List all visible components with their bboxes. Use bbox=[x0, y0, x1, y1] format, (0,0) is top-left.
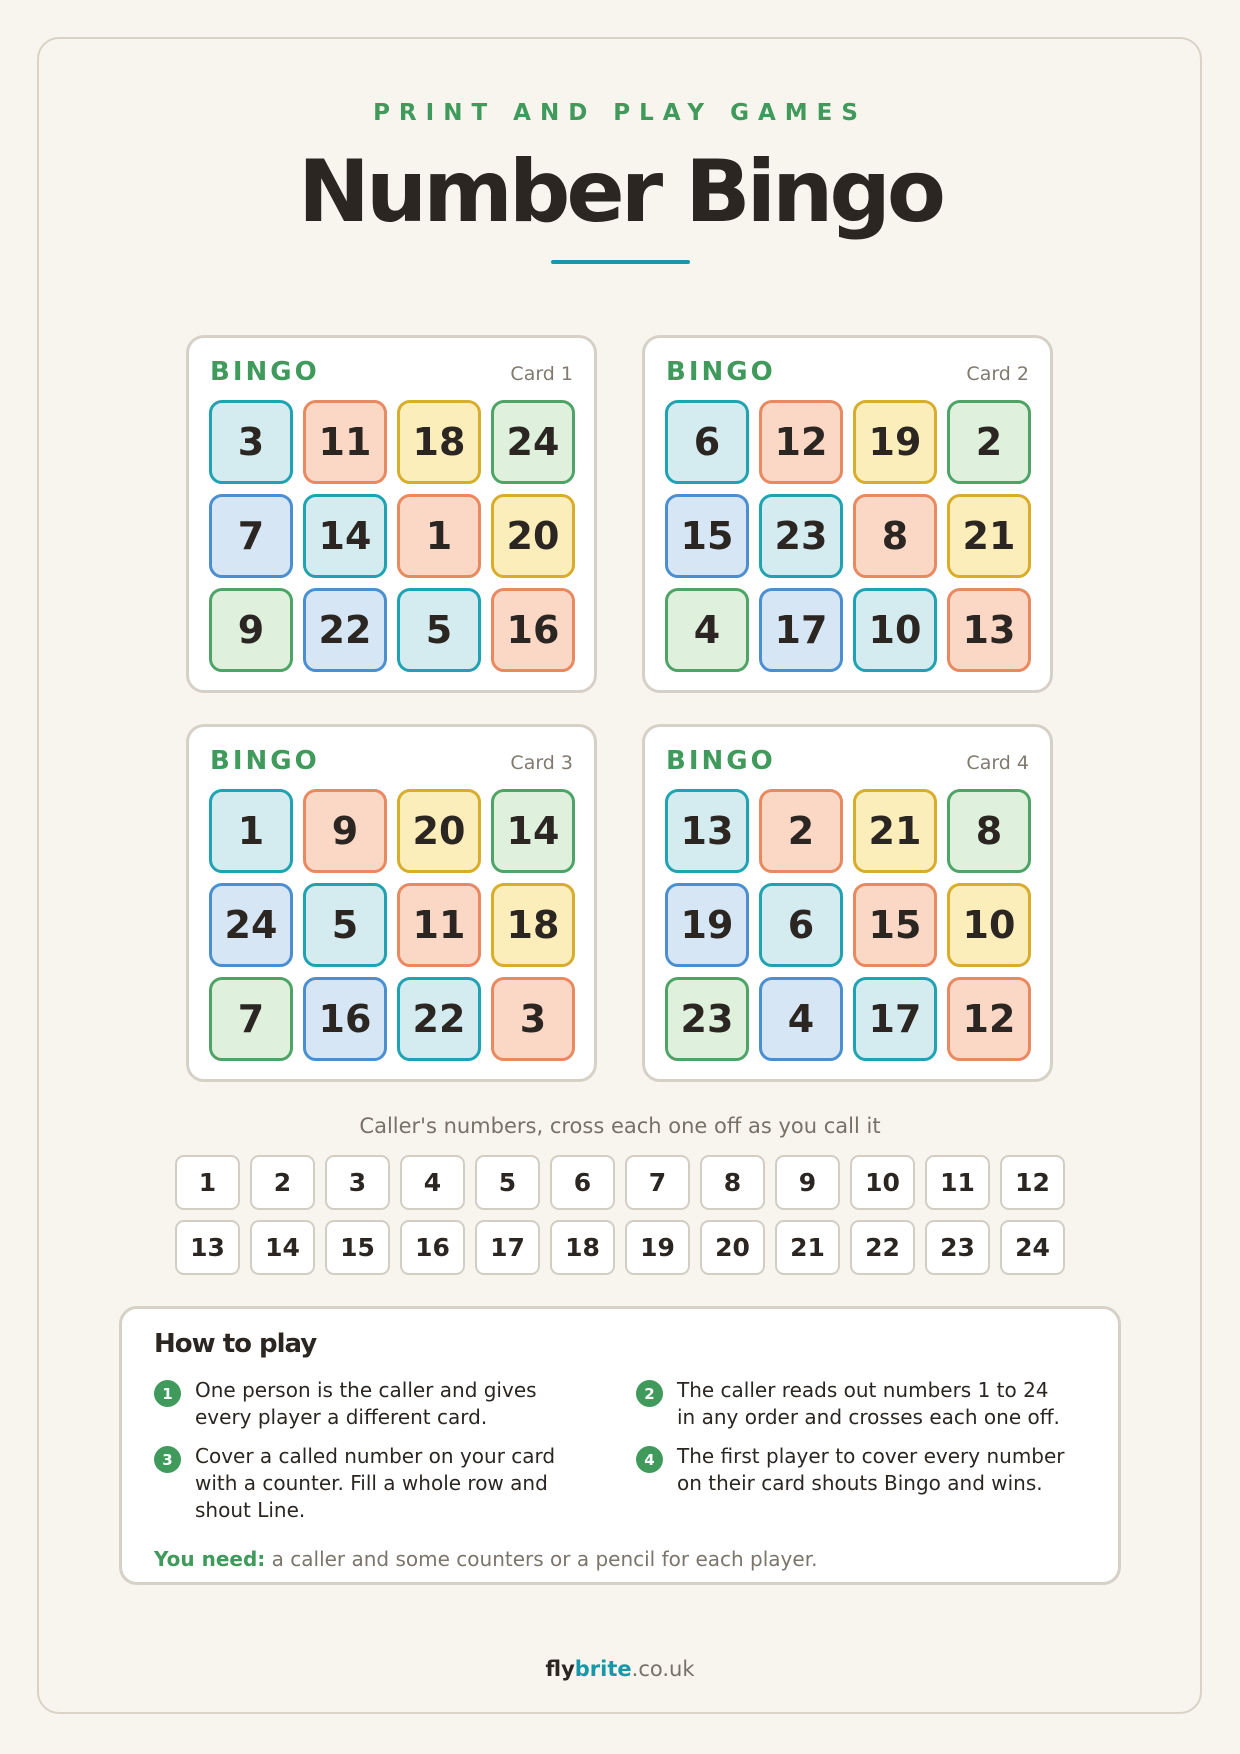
card-label: Card 1 bbox=[510, 363, 573, 385]
step-text: Cover a called number on your card with a counter. Fill a whole row and shout Line. bbox=[195, 1444, 556, 1522]
caller-number[interactable]: 13 bbox=[175, 1220, 240, 1275]
bingo-cell[interactable]: 9 bbox=[209, 588, 293, 672]
bingo-cell[interactable]: 9 bbox=[303, 789, 387, 873]
caller-number[interactable]: 8 bbox=[700, 1155, 765, 1210]
bingo-cell[interactable]: 19 bbox=[665, 883, 749, 967]
bingo-card-1 bbox=[186, 335, 597, 693]
bingo-cell[interactable]: 16 bbox=[491, 588, 575, 672]
bingo-cell[interactable]: 18 bbox=[491, 883, 575, 967]
bingo-cell[interactable]: 21 bbox=[853, 789, 937, 873]
bingo-cell[interactable]: 21 bbox=[947, 494, 1031, 578]
logo-part-fly: fly bbox=[545, 1657, 575, 1681]
card-brand: BINGO bbox=[666, 746, 776, 776]
bingo-cell[interactable]: 10 bbox=[947, 883, 1031, 967]
you-need-label: You need: bbox=[154, 1547, 266, 1571]
bingo-cell[interactable]: 13 bbox=[947, 588, 1031, 672]
bingo-cell[interactable]: 4 bbox=[665, 588, 749, 672]
caller-number[interactable]: 2 bbox=[250, 1155, 315, 1210]
bingo-cell[interactable]: 11 bbox=[397, 883, 481, 967]
caller-number[interactable]: 3 bbox=[325, 1155, 390, 1210]
logo-part-brite: brite bbox=[574, 1657, 632, 1681]
bingo-cell[interactable]: 7 bbox=[209, 494, 293, 578]
caller-number[interactable]: 6 bbox=[550, 1155, 615, 1210]
bingo-cell[interactable]: 23 bbox=[665, 977, 749, 1061]
bingo-cell[interactable]: 13 bbox=[665, 789, 749, 873]
bingo-cell[interactable]: 15 bbox=[853, 883, 937, 967]
bingo-card-3 bbox=[186, 724, 597, 1082]
you-need-text: a caller and some counters or a pencil for each player. bbox=[271, 1547, 818, 1571]
bingo-cell[interactable]: 20 bbox=[397, 789, 481, 873]
caller-number[interactable]: 17 bbox=[475, 1220, 540, 1275]
bingo-cell[interactable]: 18 bbox=[397, 400, 481, 484]
bingo-cell[interactable]: 16 bbox=[303, 977, 387, 1061]
step-number-badge: 4 bbox=[636, 1446, 663, 1473]
bingo-cell[interactable]: 11 bbox=[303, 400, 387, 484]
bingo-cell[interactable]: 22 bbox=[303, 588, 387, 672]
caller-number[interactable]: 20 bbox=[700, 1220, 765, 1275]
bingo-cell[interactable]: 19 bbox=[853, 400, 937, 484]
bingo-cell[interactable]: 14 bbox=[491, 789, 575, 873]
bingo-cell[interactable]: 5 bbox=[303, 883, 387, 967]
bingo-cell[interactable]: 3 bbox=[209, 400, 293, 484]
card-grid bbox=[665, 789, 1031, 1061]
bingo-cell[interactable]: 23 bbox=[759, 494, 843, 578]
caller-number[interactable]: 19 bbox=[625, 1220, 690, 1275]
caller-label: Caller's numbers, cross each one off as you call it bbox=[359, 1114, 881, 1138]
step-number-badge: 1 bbox=[154, 1380, 181, 1407]
caller-number[interactable]: 1 bbox=[175, 1155, 240, 1210]
step-text: The caller reads out numbers 1 to 24 in any order and crosses each one off. bbox=[677, 1378, 1060, 1429]
caller-number[interactable]: 18 bbox=[550, 1220, 615, 1275]
how-to-play-panel bbox=[119, 1306, 1121, 1585]
bingo-cell[interactable]: 17 bbox=[759, 588, 843, 672]
caller-number[interactable]: 23 bbox=[925, 1220, 990, 1275]
bingo-cell[interactable]: 3 bbox=[491, 977, 575, 1061]
caller-number[interactable]: 10 bbox=[850, 1155, 915, 1210]
page-kicker: PRINT AND PLAY GAMES bbox=[373, 100, 867, 126]
bingo-cell[interactable]: 1 bbox=[209, 789, 293, 873]
card-brand: BINGO bbox=[210, 357, 320, 387]
caller-number[interactable]: 4 bbox=[400, 1155, 465, 1210]
site-logo[interactable] bbox=[0, 1657, 1240, 1681]
caller-number[interactable]: 16 bbox=[400, 1220, 465, 1275]
bingo-cell[interactable]: 8 bbox=[853, 494, 937, 578]
bingo-cell[interactable]: 6 bbox=[665, 400, 749, 484]
bingo-cell[interactable]: 24 bbox=[209, 883, 293, 967]
card-label: Card 2 bbox=[966, 363, 1029, 385]
step-text: The first player to cover every number on their card shouts Bingo and wins. bbox=[677, 1444, 1065, 1495]
bingo-cell[interactable]: 17 bbox=[853, 977, 937, 1061]
caller-number[interactable]: 5 bbox=[475, 1155, 540, 1210]
card-grid bbox=[209, 789, 575, 1061]
card-grid bbox=[665, 400, 1031, 672]
card-label: Card 3 bbox=[510, 752, 573, 774]
bingo-cell[interactable]: 24 bbox=[491, 400, 575, 484]
caller-number[interactable]: 22 bbox=[850, 1220, 915, 1275]
bingo-cell[interactable]: 8 bbox=[947, 789, 1031, 873]
bingo-cell[interactable]: 14 bbox=[303, 494, 387, 578]
bingo-cell[interactable]: 4 bbox=[759, 977, 843, 1061]
caller-number[interactable]: 21 bbox=[775, 1220, 840, 1275]
step-number-badge: 2 bbox=[636, 1380, 663, 1407]
bingo-cell[interactable]: 10 bbox=[853, 588, 937, 672]
caller-number-grid bbox=[175, 1155, 1065, 1275]
bingo-card-4 bbox=[642, 724, 1053, 1082]
bingo-cell[interactable]: 12 bbox=[759, 400, 843, 484]
bingo-cell[interactable]: 2 bbox=[947, 400, 1031, 484]
caller-number[interactable]: 15 bbox=[325, 1220, 390, 1275]
bingo-cell[interactable]: 12 bbox=[947, 977, 1031, 1061]
bingo-cell[interactable]: 20 bbox=[491, 494, 575, 578]
bingo-cell[interactable]: 22 bbox=[397, 977, 481, 1061]
bingo-cell[interactable]: 7 bbox=[209, 977, 293, 1061]
bingo-cell[interactable]: 15 bbox=[665, 494, 749, 578]
caller-number[interactable]: 14 bbox=[250, 1220, 315, 1275]
card-brand: BINGO bbox=[666, 357, 776, 387]
bingo-card-2 bbox=[642, 335, 1053, 693]
card-grid bbox=[209, 400, 575, 672]
logo-part-domain: .co.uk bbox=[631, 1657, 695, 1681]
title-underline bbox=[551, 260, 690, 264]
caller-number[interactable]: 24 bbox=[1000, 1220, 1065, 1275]
step-text: One person is the caller and gives every player a different card. bbox=[195, 1378, 537, 1429]
card-label: Card 4 bbox=[966, 752, 1029, 774]
you-need-note bbox=[154, 1547, 817, 1571]
bingo-cell[interactable]: 2 bbox=[759, 789, 843, 873]
caller-number[interactable]: 12 bbox=[1000, 1155, 1065, 1210]
page-title: Number Bingo bbox=[298, 142, 942, 242]
step-number-badge: 3 bbox=[154, 1446, 181, 1473]
bingo-cell[interactable]: 6 bbox=[759, 883, 843, 967]
bingo-cell[interactable]: 1 bbox=[397, 494, 481, 578]
caller-number[interactable]: 11 bbox=[925, 1155, 990, 1210]
card-brand: BINGO bbox=[210, 746, 320, 776]
bingo-cell[interactable]: 5 bbox=[397, 588, 481, 672]
caller-number[interactable]: 7 bbox=[625, 1155, 690, 1210]
caller-number[interactable]: 9 bbox=[775, 1155, 840, 1210]
how-to-play-title: How to play bbox=[154, 1329, 317, 1359]
